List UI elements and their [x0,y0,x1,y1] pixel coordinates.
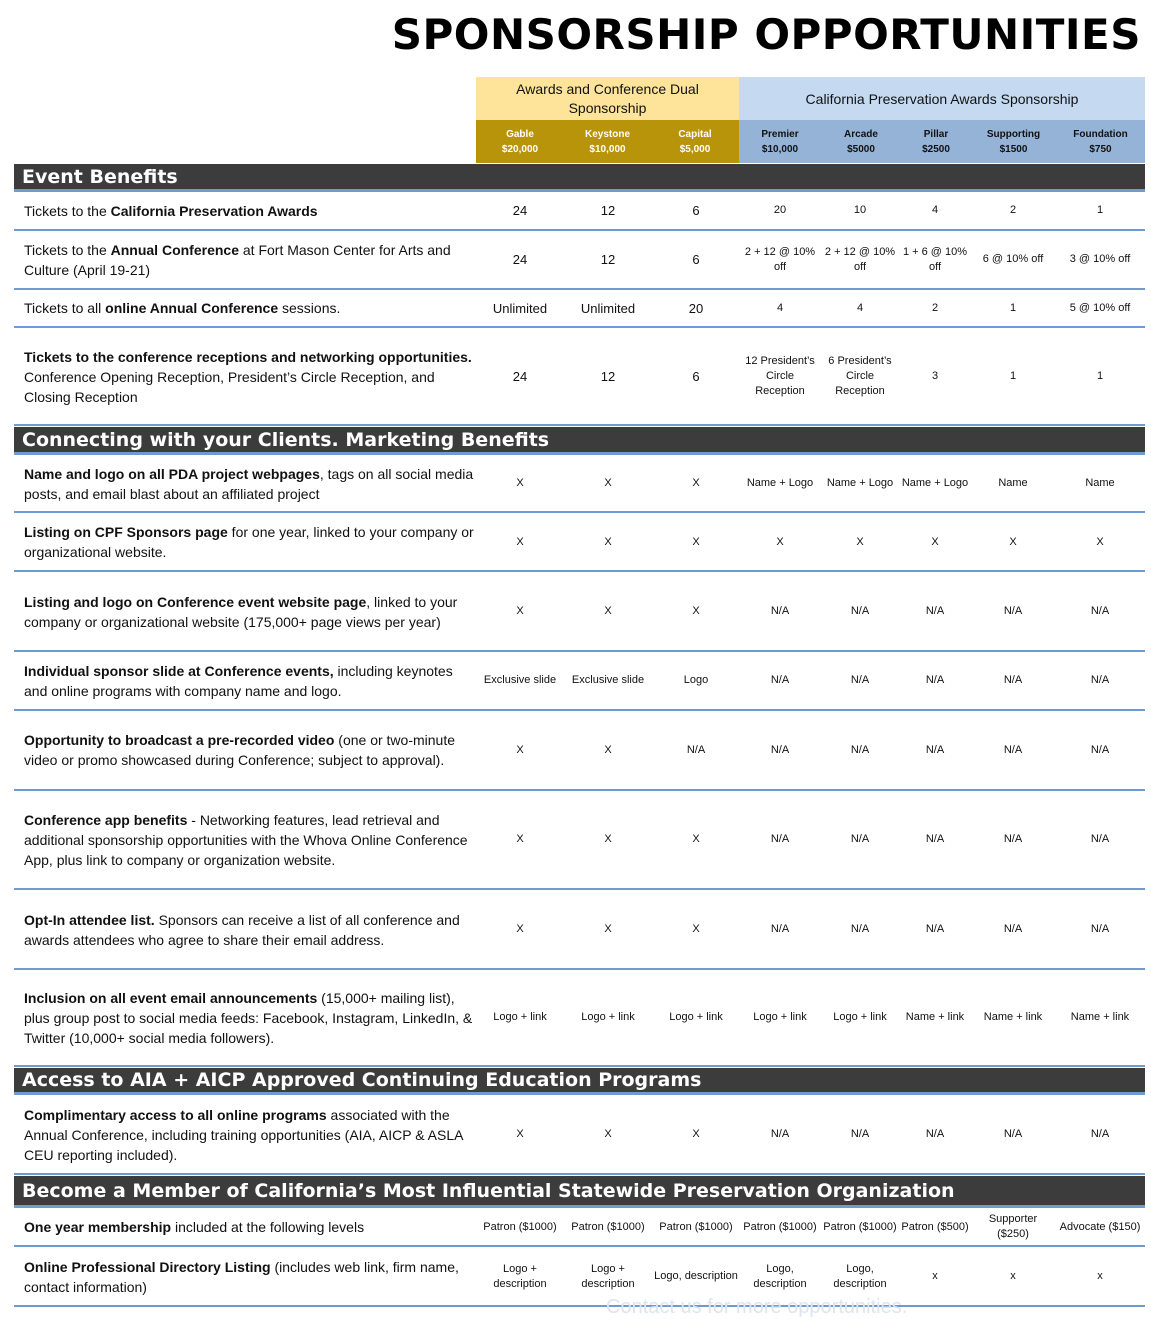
benefit-value-cell: N/A [925,743,945,756]
benefit-value-cell: 12 [600,203,616,218]
benefit-label-text: including keynotes and online programs with company name and logo. [24,662,453,699]
benefit-label-text: for one year, linked to your company or organizational website. [24,524,474,560]
benefit-value-cell: 4 [856,301,864,314]
benefit-value-cell: Name [1085,477,1115,489]
tier-header [651,120,739,163]
benefit-value-cell: N/A [1090,1128,1110,1140]
benefit-value-cell: N/A [1003,743,1023,756]
benefit-value-cell: 2 [931,301,939,314]
benefit-value-cell: N/A [850,833,870,845]
benefit-value-cell: X [604,605,612,617]
tier-header [739,120,821,163]
benefit-value-cell: X [931,535,939,548]
benefit-value-cell: 5 @ 10% off [1069,301,1131,314]
benefit-value-cell: Logo, description [654,1270,738,1282]
benefit-value-cell: Name [998,477,1028,489]
benefit-label [24,1217,474,1237]
benefit-value-cell: 12 President’s Circle Reception [745,355,815,397]
benefit-value-cell: N/A [1003,674,1023,686]
benefit-value-cell: X [1009,535,1017,548]
benefit-label [24,347,474,407]
benefit-value-cell: 24 [512,203,528,218]
table-row [14,891,1145,970]
table-row [14,290,1145,328]
benefit-label-bold: Individual sponsor slide at Conference events, [24,662,334,679]
benefit-value-cell: 6 @ 10% off [982,253,1044,265]
benefit-label-bold: Conference app benefits [24,811,188,828]
benefit-label [24,464,474,504]
benefit-value-cell: Name + link [1070,1011,1130,1023]
benefit-value-cell: X [692,1128,700,1140]
table-row [14,791,1145,890]
benefit-value-cell: N/A [770,923,790,935]
benefit-label-bold: Opportunity to broadcast a pre-recorded video [24,732,335,748]
benefit-value-cell: Unlimited [580,300,636,316]
benefit-value-cell: 10 [853,204,867,216]
tier-price: $10,000 [589,143,626,155]
benefit-label [24,1257,474,1297]
benefit-label-bold: Listing on CPF Sponsors page [24,524,228,540]
benefit-value-cell: 24 [512,252,528,267]
benefit-value-cell: N/A [1090,605,1110,617]
benefit-value-cell: 3 [931,370,939,382]
benefit-value-cell: 1 [1096,370,1104,382]
tier-name: Foundation [1073,128,1128,140]
benefit-value-cell: Logo, description [753,1262,807,1290]
benefit-value-cell: 1 [1009,301,1017,314]
benefit-value-cell: N/A [770,743,790,756]
benefit-label-text: Conference Opening Reception, President’s Circle Reception, and Closing Reception [24,368,435,405]
tier-price: $20,000 [501,143,539,155]
tier-price: $2500 [922,143,950,155]
benefit-value-cell: N/A [850,923,870,935]
benefit-value-cell: X [692,833,700,845]
benefit-label-text: (one or two-minute video or promo showcased during Conference; subject to approval). [24,732,455,768]
benefit-label [24,1105,474,1165]
table-row [14,329,1145,426]
table-row [14,970,1145,1067]
benefit-label [24,592,474,632]
benefit-value-cell: N/A [1003,923,1023,935]
benefit-label [24,661,474,701]
benefit-value-cell: Name + link [983,1011,1043,1023]
benefit-value-cell: X [1096,535,1104,548]
benefit-value-cell: N/A [850,743,870,756]
table-row [14,711,1145,791]
benefit-value-cell: Logo + link [753,1011,807,1023]
awards-sponsorship-header: California Preservation Awards Sponsorship [739,77,1145,120]
benefit-label-text: , linked to your company or organizational website (175,000+ page views per year) [24,593,458,630]
benefit-value-cell: 1 [1096,204,1104,216]
benefit-value-cell: N/A [1090,923,1110,935]
benefit-value-cell: X [692,477,700,489]
table-row [14,456,1145,513]
benefit-value-cell: X [604,923,612,935]
benefit-label-text: , tags on all social media posts, and email blast about an affiliated project [24,465,474,502]
benefit-label [24,988,474,1048]
tier-header [821,120,901,163]
benefit-label-text: associated with the Annual Conference, including training opportunities (AIA, AICP & ASLA CEU reporting included). [24,1106,463,1163]
benefit-value-cell: 4 [776,301,784,314]
benefit-label-bold: online Annual Conference [105,300,279,316]
benefit-label [24,810,474,870]
benefit-value-cell: 12 [600,252,616,267]
benefit-value-cell: Patron ($500) [901,1220,969,1233]
benefit-value-cell: N/A [1003,833,1023,845]
benefit-label-bold: California Preservation Awards [110,202,318,219]
benefit-value-cell: N/A [925,605,945,617]
benefit-label-bold: Inclusion on all event email announcements [24,989,318,1006]
benefit-value-cell: N/A [1090,674,1110,686]
benefit-value-cell: X [604,833,612,845]
benefit-value-cell: Exclusive slide [483,674,557,686]
benefit-value-cell: X [516,833,524,845]
tier-price: $1500 [999,143,1028,155]
benefit-value-cell: X [516,1128,524,1140]
benefit-label-text: Sponsors can receive a list of all conference and awards attendees who agree to share their email address. [24,911,460,948]
benefit-value-cell: N/A [850,674,870,686]
section-event-benefits: Event Benefits [14,164,1145,192]
benefit-value-cell: 24 [512,369,528,384]
benefit-value-cell: 6 President’s Circle Reception [828,355,892,397]
benefit-value-cell: X [604,477,612,489]
benefit-label-bold: One year membership [24,1219,172,1235]
benefit-value-cell: 4 [931,204,939,216]
tier-header [476,120,564,163]
benefit-value-cell: Unlimited [492,300,548,316]
benefit-value-cell: 20 [688,300,704,316]
benefit-value-cell: X [692,605,700,617]
table-row [14,514,1145,572]
benefit-label-text: at Fort Mason Center for Arts and Culture (April 19-21) [24,241,451,278]
benefit-label-bold: Tickets to the conference receptions and networking opportunities. [24,348,472,365]
benefit-label [24,910,474,950]
tier-name: Premier [761,128,799,140]
benefit-value-cell: X [604,535,612,548]
benefit-label-bold: Complimentary access to all online programs [24,1106,327,1123]
benefit-value-cell: Logo + link [493,1011,547,1023]
benefit-value-cell: 2 + 12 @ 10% off [744,245,816,273]
benefit-value-cell: X [516,535,524,548]
benefit-value-cell: Patron ($1000) [659,1220,733,1233]
tier-name: Gable [506,128,534,140]
benefit-label-text: - Networking features, lead retrieval and additional sponsorship opportunities with the Whova Online Conference App, plus link to company or organization website. [24,811,468,868]
benefit-label [24,522,474,562]
benefit-value-cell: X [516,477,524,489]
tier-name: Capital [678,128,712,140]
benefit-value-cell: 20 [773,204,787,216]
section-continuing-education: Access to AIA + AICP Approved Continuing Education Programs [14,1068,1145,1095]
tier-price: $750 [1089,143,1112,155]
benefit-label-bold: Name and logo on all PDA project webpages [24,465,320,482]
benefit-label [24,298,474,318]
benefit-value-cell: X [604,1128,612,1140]
benefit-value-cell: N/A [925,923,945,935]
tier-name: Supporting [986,128,1041,140]
benefit-label-text: sessions. [278,300,341,316]
benefit-value-cell: N/A [770,833,790,845]
benefit-value-cell: Logo [683,674,709,686]
benefit-value-cell: Logo + link [833,1011,887,1023]
benefit-value-cell: Exclusive slide [571,674,645,686]
benefit-value-cell: N/A [925,1128,945,1140]
awards-tier-row [739,120,1145,163]
tier-header [971,120,1056,163]
tier-price: $5000 [847,143,875,155]
benefit-label-text: (includes web link, firm name, contact information) [24,1258,459,1295]
section-membership: Become a Member of California’s Most Influential Statewide Preservation Organization [14,1176,1145,1208]
benefit-label [24,201,474,221]
benefit-value-cell: X [692,923,700,935]
benefit-value-cell: N/A [770,605,790,617]
benefit-value-cell: 3 @ 10% off [1069,253,1131,265]
tier-header [564,120,651,163]
benefit-value-cell: N/A [1090,743,1110,756]
benefit-value-cell: N/A [850,605,870,617]
benefit-value-cell: X [692,535,700,548]
benefit-value-cell: 2 [1009,204,1017,216]
tier-header [901,120,971,163]
benefit-value-cell: X [516,605,524,617]
benefit-value-cell: N/A [1090,833,1110,845]
benefit-value-cell: N/A [925,674,945,686]
benefit-value-cell: x [1010,1270,1016,1282]
dual-sponsorship-header: Awards and Conference Dual Sponsorship [476,77,739,120]
benefit-value-cell: X [604,743,612,756]
benefit-value-cell: N/A [1003,1128,1023,1140]
benefit-value-cell: X [516,743,524,756]
benefit-value-cell: Logo + link [669,1011,723,1023]
benefit-label-bold: Annual Conference [110,241,239,258]
table-row [14,192,1145,231]
benefit-value-cell: Logo + description [581,1262,635,1290]
benefit-value-cell: N/A [925,833,945,845]
benefit-value-cell: N/A [850,1128,870,1140]
benefit-value-cell: 6 [692,369,700,384]
benefit-label-bold: Listing and logo on Conference event website page [24,593,367,610]
benefit-value-cell: Patron ($1000) [571,1220,645,1233]
table-row [14,1248,1145,1307]
benefit-label-text: Tickets to the [24,241,111,258]
tier-price: $5,000 [679,143,711,155]
benefit-label-bold: Online Professional Directory Listing [24,1258,271,1275]
benefit-value-cell: Patron ($1000) [743,1220,817,1233]
benefit-label-text: Tickets to all [24,300,106,316]
page-title: SPONSORSHIP OPPORTUNITIES [391,10,1141,59]
benefit-value-cell: 6 [692,203,700,218]
table-row [14,573,1145,652]
benefit-label-text: (15,000+ mailing list), plus group post to social media feeds: Facebook, Instagram, LinkedIn, & Twitter (10,000+ social media followers). [24,989,473,1046]
benefit-value-cell: x [1097,1270,1103,1282]
benefit-label [24,240,474,280]
benefit-value-cell: x [932,1270,938,1282]
table-row [14,652,1145,711]
benefit-value-cell: Advocate ($150) [1059,1220,1141,1233]
section-marketing-benefits: Connecting with your Clients. Marketing Benefits [14,427,1145,455]
benefit-value-cell: N/A [686,743,706,756]
tier-name: Keystone [584,128,630,140]
benefit-value-cell: Name + Logo [746,477,814,489]
benefit-value-cell: Supporter ($250) [988,1213,1038,1240]
footer-contact-text: Contact us for more opportunities. [606,1296,908,1318]
benefit-value-cell: Name + Logo [826,477,894,489]
table-row [14,1096,1145,1175]
benefit-value-cell: N/A [770,674,790,686]
benefit-label-bold: Opt-In attendee list. [24,911,155,928]
benefit-label [24,730,474,770]
tier-header [1056,120,1145,163]
benefit-value-cell: 6 [692,252,700,267]
dual-tier-row [476,120,739,163]
benefit-value-cell: 1 + 6 @ 10% off [902,245,968,273]
tier-name: Arcade [844,128,878,140]
benefit-value-cell: X [856,535,864,548]
benefit-value-cell: N/A [1003,605,1023,617]
benefit-value-cell: 12 [600,369,616,384]
benefit-value-cell: Name + link [905,1011,965,1023]
table-row [14,1209,1145,1247]
benefit-value-cell: Name + Logo [901,477,969,489]
benefit-label-text: included at the following levels [171,1219,365,1235]
benefit-value-cell: Patron ($1000) [823,1220,897,1233]
table-row [14,231,1145,290]
benefit-value-cell: 2 + 12 @ 10% off [824,245,896,273]
tier-name: Pillar [923,128,949,140]
tier-price: $10,000 [761,143,799,155]
benefit-value-cell: Logo + description [493,1262,547,1290]
benefit-value-cell: X [776,535,784,548]
benefit-value-cell: Logo + link [581,1011,635,1023]
benefit-label-text: Tickets to the [24,202,111,219]
benefit-value-cell: Logo, description [833,1262,887,1290]
benefit-value-cell: N/A [770,1128,790,1140]
benefit-value-cell: X [516,923,524,935]
benefit-value-cell: Patron ($1000) [483,1220,557,1233]
benefit-value-cell: 1 [1009,370,1017,382]
